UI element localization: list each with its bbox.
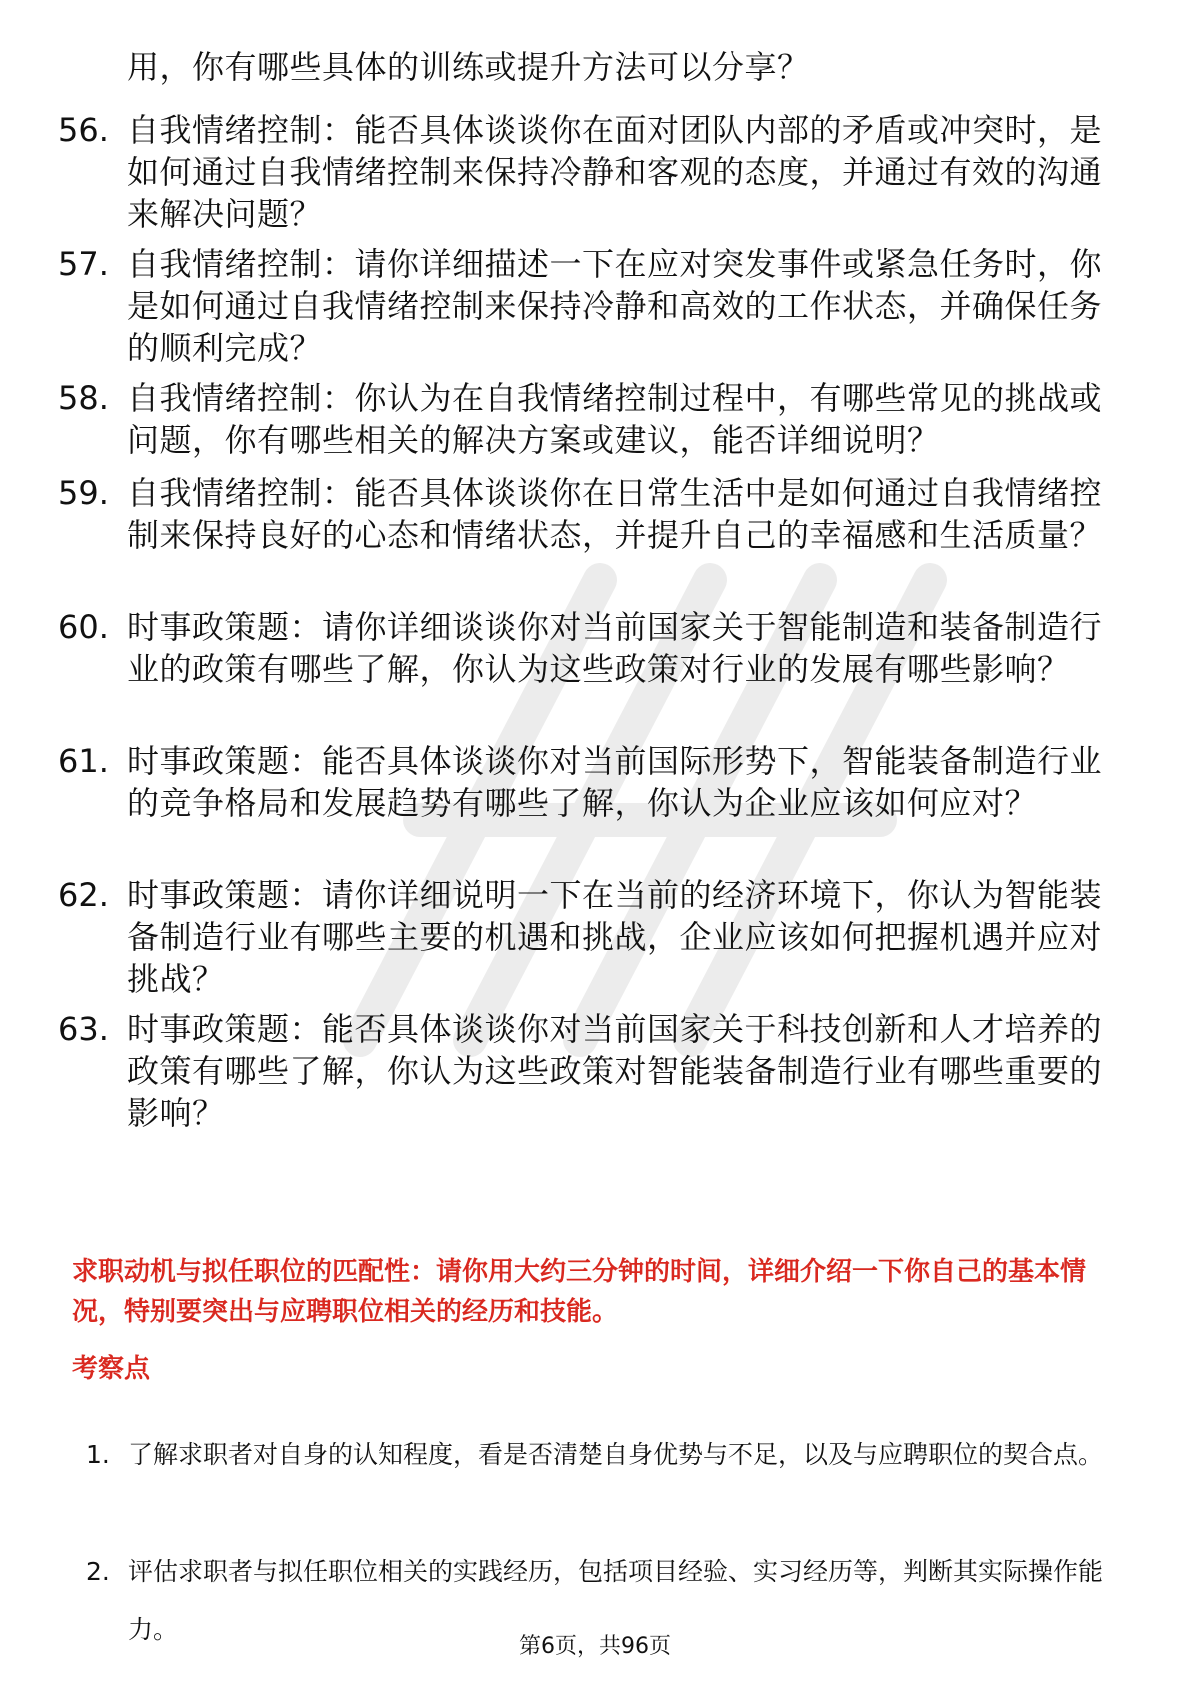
page-footer: 第6页，共96页 — [519, 1634, 671, 1659]
question-text: 自我情绪控制：能否具体谈谈你在面对团队内部的矛盾或冲突时，是如何通过自我情绪控制来保持冷静和客观的态度，并通过有效的沟通来解决问题？ — [127, 111, 1103, 233]
question-text: 时事政策题：能否具体谈谈你对当前国际形势下，智能装备制造行业的竞争格局和发展趋势有哪些了解，你认为企业应该如何应对？ — [127, 742, 1103, 822]
question-number: 59. — [58, 474, 109, 512]
point-text: 了解求职者对自身的认知程度，看是否清楚自身优势与不足，以及与应聘职位的契合点。 — [128, 1440, 1104, 1469]
point-text: 评估求职者与拟任职位相关的实践经历，包括项目经验、实习经历等，判断其实际操作能力。 — [128, 1557, 1104, 1644]
question-continued-text: 用，你有哪些具体的训练或提升方法可以分享？ — [127, 48, 810, 86]
question-text: 时事政策题：能否具体谈谈你对当前国家关于科技创新和人才培养的政策有哪些了解，你认为这些政策对智能装备制造行业有哪些重要的影响？ — [127, 1010, 1103, 1132]
question-number: 56. — [58, 111, 109, 149]
question-number: 62. — [58, 876, 109, 914]
question-number: 61. — [58, 742, 109, 780]
question-text: 时事政策题：请你详细谈谈你对当前国家关于智能制造和装备制造行业的政策有哪些了解，你认为这些政策对行业的发展有哪些影响？ — [127, 608, 1103, 688]
question-text: 自我情绪控制：能否具体谈谈你在日常生活中是如何通过自我情绪控制来保持良好的心态和情绪状态，并提升自己的幸福感和生活质量？ — [127, 474, 1103, 554]
question-number: 63. — [58, 1010, 109, 1048]
question-text: 自我情绪控制：你认为在自我情绪控制过程中，有哪些常见的挑战或问题，你有哪些相关的解决方案或建议，能否详细说明？ — [127, 379, 1103, 459]
highlight-question: 求职动机与拟任职位的匹配性：请你用大约三分钟的时间，详细介绍一下你自己的基本情况，特别要突出与应聘职位相关的经历和技能。 — [72, 1257, 1087, 1327]
section-heading: 考察点 — [72, 1354, 151, 1384]
question-number: 60. — [58, 608, 109, 646]
point-number: 2. — [86, 1557, 110, 1586]
point-number: 1. — [86, 1440, 110, 1469]
question-number: 57. — [58, 245, 109, 283]
question-number: 58. — [58, 379, 109, 417]
question-text: 时事政策题：请你详细说明一下在当前的经济环境下，你认为智能装备制造行业有哪些主要的机遇和挑战，企业应该如何把握机遇并应对挑战？ — [127, 876, 1103, 998]
question-text: 自我情绪控制：请你详细描述一下在应对突发事件或紧急任务时，你是如何通过自我情绪控制来保持冷静和高效的工作状态，并确保任务的顺利完成？ — [127, 245, 1103, 367]
